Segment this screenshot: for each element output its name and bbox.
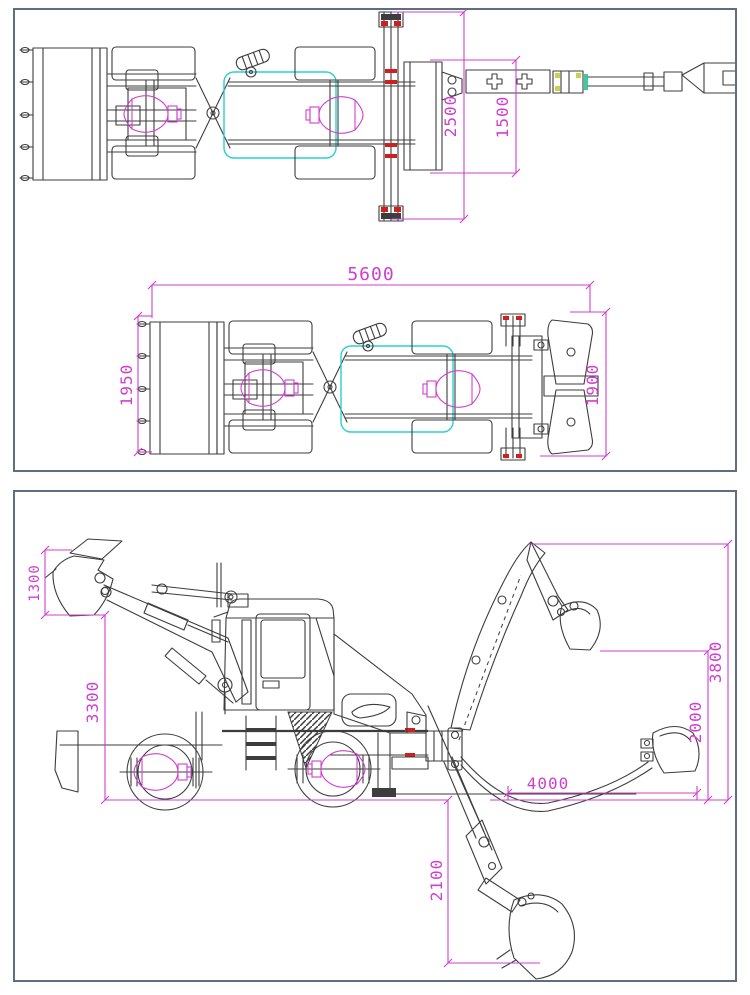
lift-cylinder bbox=[165, 648, 206, 684]
dim-label-rear-width: 1900 bbox=[583, 363, 602, 407]
dim-label-body-width: 1500 bbox=[493, 95, 512, 139]
loader-boom-lower bbox=[107, 600, 236, 702]
counterweight bbox=[55, 731, 78, 792]
panel-side-view bbox=[13, 490, 737, 982]
dim-label-dig-depth: 2100 bbox=[427, 858, 446, 902]
cab-roof bbox=[226, 599, 334, 618]
fender-hatch bbox=[288, 712, 332, 768]
side-view bbox=[27, 539, 732, 979]
dig-bucket bbox=[497, 893, 574, 979]
backhoe-mount bbox=[392, 712, 462, 770]
plan-view-transport bbox=[20, 10, 735, 223]
rear-mount-frame-2 bbox=[512, 336, 542, 438]
mirror bbox=[212, 620, 220, 642]
side-view-canvas bbox=[15, 492, 735, 980]
hood-handle bbox=[352, 704, 390, 718]
cab bbox=[212, 599, 334, 710]
chassis bbox=[55, 712, 428, 792]
dump-bucket-ghost bbox=[556, 596, 600, 650]
dimension-5600 bbox=[148, 264, 594, 318]
dimension-2000 bbox=[490, 647, 712, 804]
bucket-cylinder bbox=[144, 603, 188, 630]
exhaust-stack bbox=[217, 563, 248, 607]
dim-label-bucket-width: 1950 bbox=[117, 363, 136, 407]
dim-label-max-reach: 4000 bbox=[526, 774, 570, 793]
dig-link-plates bbox=[466, 820, 502, 884]
cab-door bbox=[256, 614, 310, 710]
boom-raised bbox=[451, 542, 568, 740]
rear-mount-frame bbox=[404, 62, 442, 170]
cab-door-window bbox=[261, 620, 305, 678]
dimension-1950 bbox=[117, 312, 152, 456]
backhoe-arm-folded bbox=[442, 63, 735, 100]
dim-label-outrigger-span: 2500 bbox=[441, 94, 460, 138]
panel-plan-views bbox=[13, 8, 737, 472]
dimension-3800 bbox=[528, 540, 732, 804]
dig-dipper bbox=[478, 878, 520, 912]
plan-view-working bbox=[117, 264, 610, 460]
door-handle bbox=[263, 681, 279, 688]
loader-bucket bbox=[53, 556, 113, 616]
dim-label-loading-height: 2000 bbox=[686, 700, 705, 744]
outrigger-beam bbox=[379, 12, 403, 221]
dim-label-hinge-height: 3300 bbox=[83, 680, 102, 724]
dim-label-overall-length: 5600 bbox=[347, 264, 395, 285]
dim-label-max-height: 3800 bbox=[706, 640, 725, 684]
dimension-2500 bbox=[392, 10, 468, 223]
cab-front-window bbox=[242, 620, 251, 704]
dim-label-bucket-range: 1300 bbox=[27, 564, 43, 602]
plan-views-canvas bbox=[15, 10, 735, 470]
